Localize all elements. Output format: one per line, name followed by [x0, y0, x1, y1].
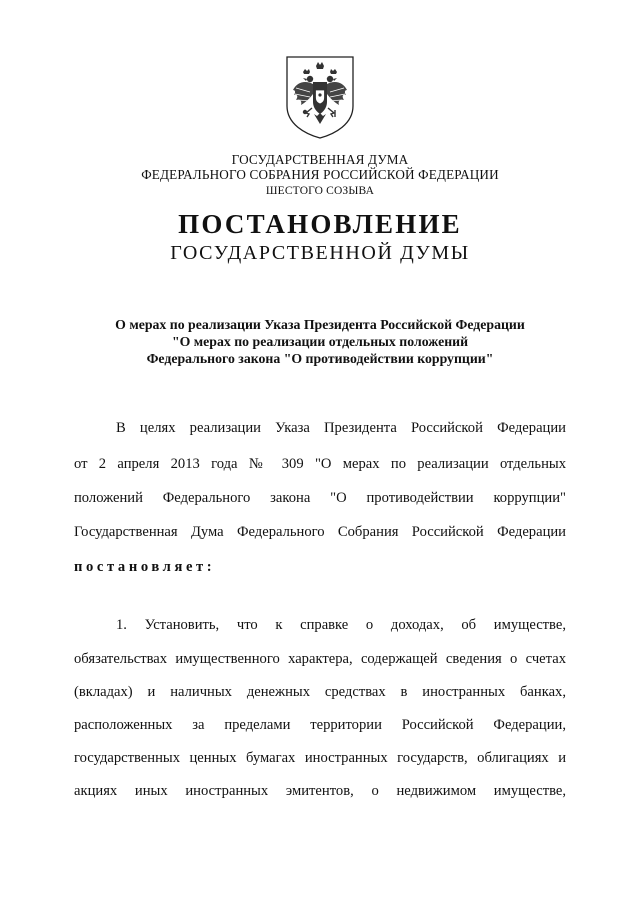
item-1-line: акциях иных иностранных эмитентов, о недвижимом имуществе, [74, 783, 566, 799]
item-1-line: государственных ценных бумагах иностранных государств, облигациях и [74, 750, 566, 766]
subject-line: "О мерах по реализации отдельных положений [171, 334, 469, 349]
russian-coat-of-arms-icon [283, 54, 357, 140]
document-issuer: ГОСУДАРСТВЕННОЙ ДУМЫ [170, 242, 470, 264]
subject-line: Федерального закона "О противодействии коррупции" [146, 351, 494, 366]
convocation: ШЕСТОГО СОЗЫВА [265, 185, 375, 197]
preamble-line: положений Федерального закона "О противодействии коррупции" [74, 490, 566, 506]
item-1-line: обязательствах имущественного характера, содержащей сведения о счетах [74, 651, 566, 667]
resolves-word: постановляет: [74, 559, 216, 575]
document-type: ПОСТАНОВЛЕНИЕ [178, 209, 462, 239]
item-1-line: (вкладах) и наличных денежных средствах в иностранных банках, [74, 684, 566, 700]
item-1-line: расположенных за пределами территории Российской Федерации, [74, 717, 566, 733]
preamble-line: Государственная Дума Федерального Собрания Российской Федерации [74, 524, 566, 540]
subject-line: О мерах по реализации Указа Президента Российской Федерации [115, 317, 525, 332]
assembly-name: ФЕДЕРАЛЬНОГО СОБРАНИЯ РОССИЙСКОЙ ФЕДЕРАЦИИ [141, 167, 499, 182]
preamble-line: от 2 апреля 2013 года № 309 "О мерах по реализации отдельных [74, 456, 566, 472]
preamble-line: В целях реализации Указа Президента Российской Федерации [116, 420, 566, 436]
item-1-line: 1. Установить, что к справке о доходах, об имуществе, [116, 617, 566, 633]
chamber-name: ГОСУДАРСТВЕННАЯ ДУМА [231, 152, 409, 167]
